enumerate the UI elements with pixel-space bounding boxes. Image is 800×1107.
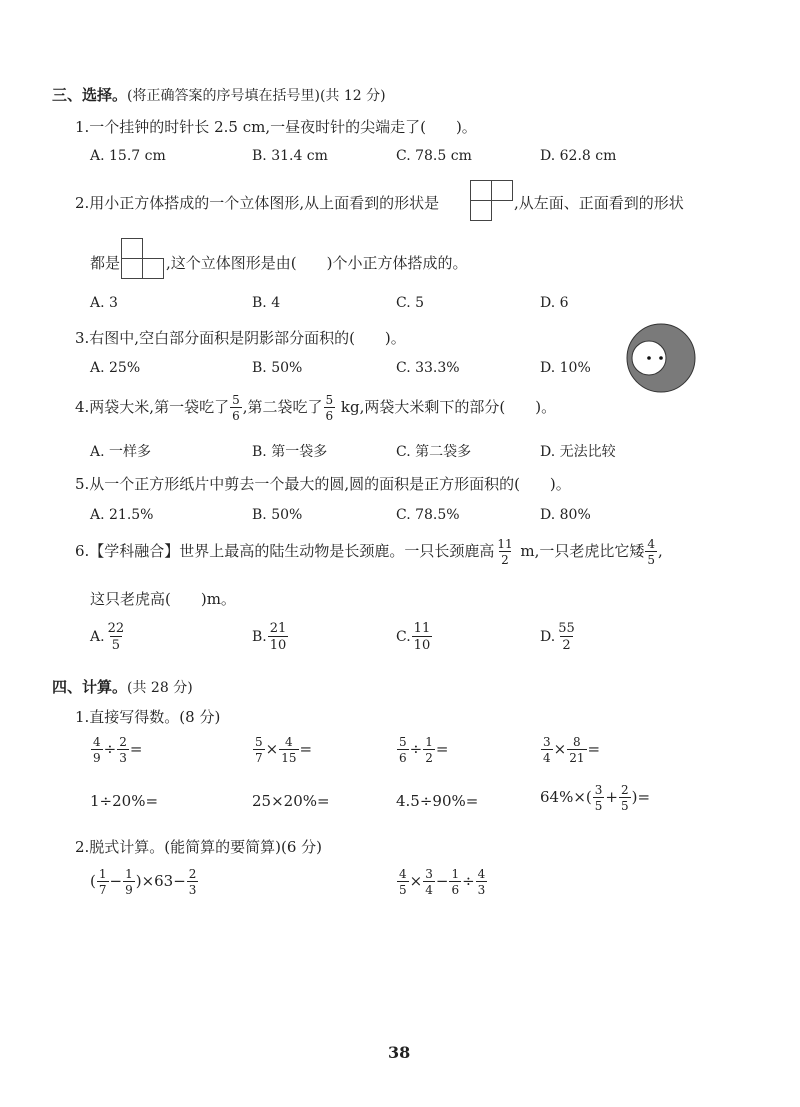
option-label: B. xyxy=(252,629,267,645)
q3-option-a: A. 25% xyxy=(90,360,141,376)
q6-option-a xyxy=(90,622,127,652)
equals-sign: = xyxy=(587,740,601,758)
q6-option-c xyxy=(396,622,433,652)
operator: × xyxy=(553,740,567,758)
expression-1 xyxy=(90,868,199,896)
fraction xyxy=(97,868,109,896)
fraction-denominator: 9 xyxy=(125,883,133,897)
fraction-denominator: 5 xyxy=(647,553,656,567)
fraction xyxy=(449,868,461,896)
fraction-numerator: 8 xyxy=(573,735,581,749)
fraction-numerator: 4 xyxy=(647,537,656,551)
expr-middle: )×63− xyxy=(135,872,186,890)
question-6-line-2: 这只老虎高( )m。 xyxy=(90,590,236,608)
fraction-numerator: 11 xyxy=(497,537,513,551)
fraction-numerator: 2 xyxy=(119,735,127,749)
fraction-numerator: 4 xyxy=(93,735,101,749)
question-4 xyxy=(75,394,556,422)
fraction-denominator: 10 xyxy=(269,638,287,653)
outer-center-dot xyxy=(659,356,663,360)
fraction-numerator: 5 xyxy=(399,735,407,749)
option-label: A. xyxy=(90,629,105,645)
option-fraction xyxy=(556,622,577,652)
fraction-numerator: 5 xyxy=(325,393,334,407)
fraction-denominator: 2 xyxy=(501,553,509,567)
q2-option-b: B. 4 xyxy=(252,295,281,311)
fraction-denominator: 7 xyxy=(98,883,107,897)
fraction-denominator: 6 xyxy=(399,751,407,765)
q5-option-b: B. 50% xyxy=(252,507,303,523)
q4-text-1: 4.两袋大米,第一袋吃了 xyxy=(75,398,230,416)
q5-option-a: A. 21.5% xyxy=(90,507,154,523)
q2-text-c: 都是 xyxy=(90,254,121,272)
fraction xyxy=(423,868,435,896)
fraction xyxy=(91,736,103,764)
q1-option-c: C. 78.5 cm xyxy=(396,148,472,164)
fraction-denominator: 10 xyxy=(413,638,431,653)
fraction-numerator: 2 xyxy=(188,867,197,881)
calc-2-3: 4.5÷90%= xyxy=(396,792,479,810)
equals-sign: = xyxy=(299,740,313,758)
operator: ÷ xyxy=(462,872,475,890)
fraction xyxy=(619,784,631,812)
section-3-heading: 三、选择。 xyxy=(52,86,128,104)
page-number: 38 xyxy=(388,1043,411,1062)
section-4-note: (共 28 分) xyxy=(127,680,193,696)
fraction-numerator: 2 xyxy=(620,783,629,797)
q6-text-1: 6.【学科融合】世界上最高的陆生动物是长颈鹿。一只长颈鹿高 xyxy=(75,542,495,560)
operator: × xyxy=(409,872,423,890)
question-3: 3.右图中,空白部分面积是阴影部分面积的( )。 xyxy=(75,329,406,347)
fraction xyxy=(476,868,488,896)
inner-center-dot xyxy=(647,356,651,360)
fraction-denominator: 2 xyxy=(425,751,433,765)
fraction-numerator: 3 xyxy=(594,783,603,797)
fraction-denominator: 9 xyxy=(93,751,101,765)
fraction-denominator: 7 xyxy=(255,751,263,765)
question-2-line-1 xyxy=(75,192,439,213)
fraction-denominator: 5 xyxy=(399,883,407,897)
q4-option-c: C. 第二袋多 xyxy=(396,444,472,460)
section-3-note: (将正确答案的序号填在括号里)(共 12 分) xyxy=(127,88,386,104)
expr-tail: )= xyxy=(631,788,651,806)
operator: × xyxy=(265,740,279,758)
fraction-numerator: 21 xyxy=(269,621,287,636)
q2-option-a: A. 3 xyxy=(90,295,118,311)
fraction-denominator: 5 xyxy=(594,799,603,813)
equals-sign: = xyxy=(129,740,143,758)
option-label: C. xyxy=(396,629,411,645)
calc-2-4 xyxy=(540,784,650,812)
fraction-denominator: 6 xyxy=(451,883,460,897)
fraction xyxy=(423,736,435,764)
fraction xyxy=(117,736,129,764)
fraction xyxy=(397,868,409,896)
fraction-numerator: 4 xyxy=(399,867,407,881)
q3-option-c: C. 33.3% xyxy=(396,360,460,376)
q4-fraction-1 xyxy=(230,394,242,422)
calc-2-2: 25×20%= xyxy=(252,792,330,810)
fraction-numerator: 1 xyxy=(98,867,107,881)
q6-fraction-1 xyxy=(495,538,514,566)
section-3-title xyxy=(52,84,386,105)
fraction-numerator: 4 xyxy=(285,735,293,749)
q6-fraction-2 xyxy=(645,538,657,566)
question-6 xyxy=(75,538,663,566)
q6-option-d xyxy=(540,622,578,652)
fraction-denominator: 5 xyxy=(111,638,120,653)
fraction xyxy=(397,736,409,764)
fraction-denominator: 2 xyxy=(562,638,571,653)
fraction xyxy=(253,736,265,764)
q3-option-d: D. 10% xyxy=(540,360,591,376)
fraction-denominator: 3 xyxy=(119,751,127,765)
fraction-denominator: 3 xyxy=(188,883,197,897)
fraction-numerator: 3 xyxy=(543,735,551,749)
fraction-denominator: 15 xyxy=(281,751,297,765)
question-1: 1.一个挂钟的时针长 2.5 cm,一昼夜时针的尖端走了( )。 xyxy=(75,118,477,136)
fraction-denominator: 6 xyxy=(325,409,334,423)
option-fraction xyxy=(268,622,289,652)
q2-text-a: 2.用小正方体搭成的一个立体图形,从上面看到的形状是 xyxy=(75,194,440,212)
q2-option-c: C. 5 xyxy=(396,295,425,311)
fraction-denominator: 6 xyxy=(232,409,240,423)
option-fraction xyxy=(106,622,127,652)
q4-text-3: kg,两袋大米剩下的部分( )。 xyxy=(336,398,557,416)
q5-option-c: C. 78.5% xyxy=(396,507,460,523)
section-4-heading: 四、计算。 xyxy=(52,678,128,696)
section-4-title xyxy=(52,676,193,697)
calc-2-1: 1÷20%= xyxy=(90,792,159,810)
open-paren: ( xyxy=(90,872,96,890)
fraction-numerator: 55 xyxy=(558,621,575,636)
option-label: D. xyxy=(540,629,556,645)
operator: ÷ xyxy=(409,740,423,758)
fraction-numerator: 4 xyxy=(477,867,486,881)
fraction-numerator: 1 xyxy=(451,867,460,881)
calc-1-1 xyxy=(90,736,142,764)
q6-text-2: m,一只老虎比它矮 xyxy=(515,542,645,560)
equals-sign: = xyxy=(435,740,449,758)
q6-option-b xyxy=(252,622,289,652)
operator: − xyxy=(109,872,123,890)
top-view-figure xyxy=(470,180,514,222)
fraction-numerator: 1 xyxy=(125,867,133,881)
expr-head: 64%×( xyxy=(540,788,592,806)
fraction-numerator: 3 xyxy=(425,867,433,881)
q3-option-b: B. 50% xyxy=(252,360,303,376)
calc-1-3 xyxy=(396,736,448,764)
fraction-denominator: 21 xyxy=(569,751,585,765)
q4-option-d: D. 无法比较 xyxy=(540,444,616,460)
fraction-numerator: 5 xyxy=(232,393,240,407)
fraction xyxy=(593,784,605,812)
q2-option-d: D. 6 xyxy=(540,295,569,311)
fraction-numerator: 22 xyxy=(107,621,125,636)
fraction xyxy=(279,736,298,764)
operator: + xyxy=(605,788,618,806)
fraction-numerator: 5 xyxy=(255,735,263,749)
fraction-numerator: 1 xyxy=(425,735,433,749)
q4-fraction-2 xyxy=(324,394,336,422)
q6-text-3: , xyxy=(658,542,663,560)
calc-1-2 xyxy=(252,736,312,764)
q4-text-2: ,第二袋吃了 xyxy=(242,398,323,416)
fraction-denominator: 4 xyxy=(543,751,551,765)
calc-1-4 xyxy=(540,736,600,764)
fraction-denominator: 4 xyxy=(425,883,433,897)
q4-option-a: A. 一样多 xyxy=(90,444,152,460)
q1-option-d: D. 62.8 cm xyxy=(540,148,617,164)
q1-option-b: B. 31.4 cm xyxy=(252,148,328,164)
sub-1-title: 1.直接写得数。(8 分) xyxy=(75,708,221,726)
side-view-figure xyxy=(121,238,165,280)
fraction-numerator: 11 xyxy=(413,621,431,636)
q5-option-d: D. 80% xyxy=(540,507,591,523)
sub-2-title: 2.脱式计算。(能简算的要简算)(6 分) xyxy=(75,838,323,856)
fraction xyxy=(123,868,135,896)
question-5: 5.从一个正方形纸片中剪去一个最大的圆,圆的面积是正方形面积的( )。 xyxy=(75,475,571,493)
operator: − xyxy=(435,872,449,890)
fraction xyxy=(187,868,199,896)
fraction xyxy=(567,736,586,764)
option-fraction xyxy=(412,622,433,652)
q1-option-a: A. 15.7 cm xyxy=(90,148,166,164)
expression-2 xyxy=(396,868,488,896)
circle-figure xyxy=(625,322,697,394)
fraction xyxy=(541,736,553,764)
q2-text-b: ,从左面、正面看到的形状 xyxy=(514,194,684,212)
fraction-denominator: 5 xyxy=(620,799,629,813)
fraction-denominator: 3 xyxy=(477,883,486,897)
q2-text-d: ,这个立体图形是由( )个小正方体搭成的。 xyxy=(166,254,468,272)
q4-option-b: B. 第一袋多 xyxy=(252,444,328,460)
operator: ÷ xyxy=(103,740,117,758)
